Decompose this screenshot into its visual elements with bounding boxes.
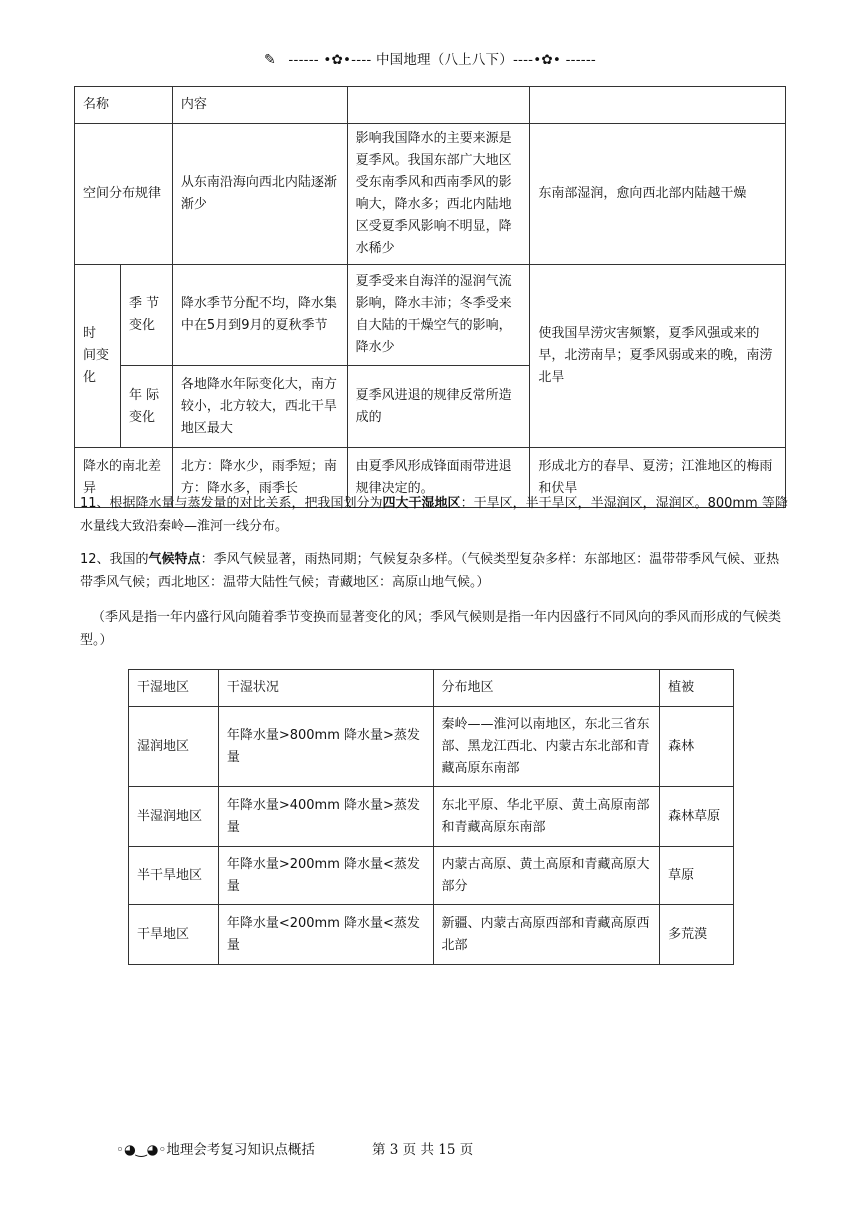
distribution-cell: 内蒙古高原、黄土高原和青藏高原大部分 — [433, 847, 660, 905]
distribution-cell: 秦岭——淮河以南地区，东北三省东部、黑龙江西北、内蒙古东北部和青藏高原东南部 — [433, 707, 660, 787]
dry-wet-regions-table — [128, 669, 734, 965]
table-row — [129, 707, 734, 787]
paragraph-11 — [80, 492, 792, 538]
region-cell: 半干旱地区 — [129, 847, 219, 905]
table-header-row — [129, 670, 734, 707]
condition-cell: 年降水量<200mm 降水量<蒸发量 — [218, 905, 433, 965]
header-title: ------ •✿•---- 中国地理（八上八下）----•✿• ------ — [288, 52, 596, 68]
content-cell: 北方：降水少，雨季短；南方：降水多，雨季长 — [172, 448, 347, 508]
paragraph-monsoon: （季风是指一年内盛行风向随着季节变换而显著变化的风；季风气候则是指一年内因盛行不同风向的季风而形成的气候类型。） — [80, 610, 782, 648]
para-text: ：季风气候显著，雨热同期；气候复杂多样。（气候类型复杂多样：东部地区：温带带季风气候、亚热带季风气候；西北地区：温带大陆性气候；青藏地区：高原山地气候。） — [80, 552, 780, 590]
footer-doc-title: ◦◕‿◕◦地理会考复习知识点概括 — [116, 1142, 315, 1158]
paragraph-12 — [80, 548, 792, 594]
condition-cell: 年降水量>400mm 降水量>蒸发量 — [218, 787, 433, 847]
cause-cell: 由夏季风形成锋面雨带进退规律决定的。 — [347, 448, 530, 508]
header-cell: 内容 — [172, 87, 347, 124]
region-cell: 半湿润地区 — [129, 787, 219, 847]
region-cell: 湿润地区 — [129, 707, 219, 787]
cause-cell: 夏季风进退的规律反常所造成的 — [347, 366, 530, 448]
condition-cell: 年降水量>200mm 降水量<蒸发量 — [218, 847, 433, 905]
header-cell: 干湿状况 — [218, 670, 433, 707]
page-header — [0, 48, 860, 68]
table-row — [129, 847, 734, 905]
footer-page-number: 第 3 页 共 15 页 — [372, 1142, 474, 1158]
row-name-cell: 降水的南北差异 — [75, 448, 173, 508]
table-header-row — [75, 87, 786, 124]
cause-cell: 夏季受来自海洋的湿润气流影响，降水丰沛；冬季受来自大陆的干燥空气的影响，降水少 — [347, 265, 530, 366]
vegetation-cell: 森林草原 — [660, 787, 734, 847]
cause-cell: 影响我国降水的主要来源是夏季风。我国东部广大地区受东南季风和西南季风的影响大，降水多；西北内陆地区受夏季风影响不明显，降水稀少 — [347, 124, 530, 265]
vegetation-cell: 草原 — [660, 847, 734, 905]
para-bold: 气候特点 — [148, 552, 201, 567]
effect-cell: 使我国旱涝灾害频繁，夏季风强或来的早，北涝南旱；夏季风弱或来的晚，南涝北旱 — [530, 265, 786, 448]
table-row — [129, 905, 734, 965]
table-row — [75, 265, 786, 366]
distribution-cell: 新疆、内蒙古高原西部和青藏高原西北部 — [433, 905, 660, 965]
header-cell: 植被 — [660, 670, 734, 707]
effect-cell: 东南部湿润，愈向西北部内陆越干燥 — [530, 124, 786, 265]
row-name-cell: 空间分布规律 — [75, 124, 173, 265]
content-cell: 从东南沿海向西北内陆逐渐渐少 — [172, 124, 347, 265]
effect-cell: 形成北方的春旱、夏涝；江淮地区的梅雨和伏旱 — [530, 448, 786, 508]
region-cell: 干旱地区 — [129, 905, 219, 965]
header-cell: 名称 — [75, 87, 173, 124]
subrow-name-cell: 年 际变化 — [120, 366, 172, 448]
row-name-cell: 时 间变化 — [75, 265, 121, 448]
condition-cell: 年降水量>800mm 降水量>蒸发量 — [218, 707, 433, 787]
header-cell — [347, 87, 530, 124]
para-bold: 四大干湿地区 — [382, 496, 461, 511]
header-cell: 分布地区 — [433, 670, 660, 707]
precipitation-table — [74, 86, 786, 508]
header-cell — [530, 87, 786, 124]
content-cell: 降水季节分配不均，降水集中在5月到9月的夏秋季节 — [172, 265, 347, 366]
pencil-icon: ✎ — [263, 52, 276, 68]
table-row — [75, 124, 786, 265]
table-row — [129, 787, 734, 847]
vegetation-cell: 森林 — [660, 707, 734, 787]
subrow-name-cell: 季 节变化 — [120, 265, 172, 366]
distribution-cell: 东北平原、华北平原、黄土高原南部和青藏高原东南部 — [433, 787, 660, 847]
content-cell: 各地降水年际变化大，南方较小，北方较大，西北干旱地区最大 — [172, 366, 347, 448]
para-text: 12、我国的 — [80, 552, 149, 567]
para-text: ：干旱区，半干旱区，半湿润区，湿润区。800mm 等降水量线大致沿秦岭—淮河一线分布。 — [80, 496, 788, 534]
para-text: 11、根据降水量与蒸发量的对比关系，把我国划分为 — [80, 496, 383, 511]
header-cell: 干湿地区 — [129, 670, 219, 707]
vegetation-cell: 多荒漠 — [660, 905, 734, 965]
